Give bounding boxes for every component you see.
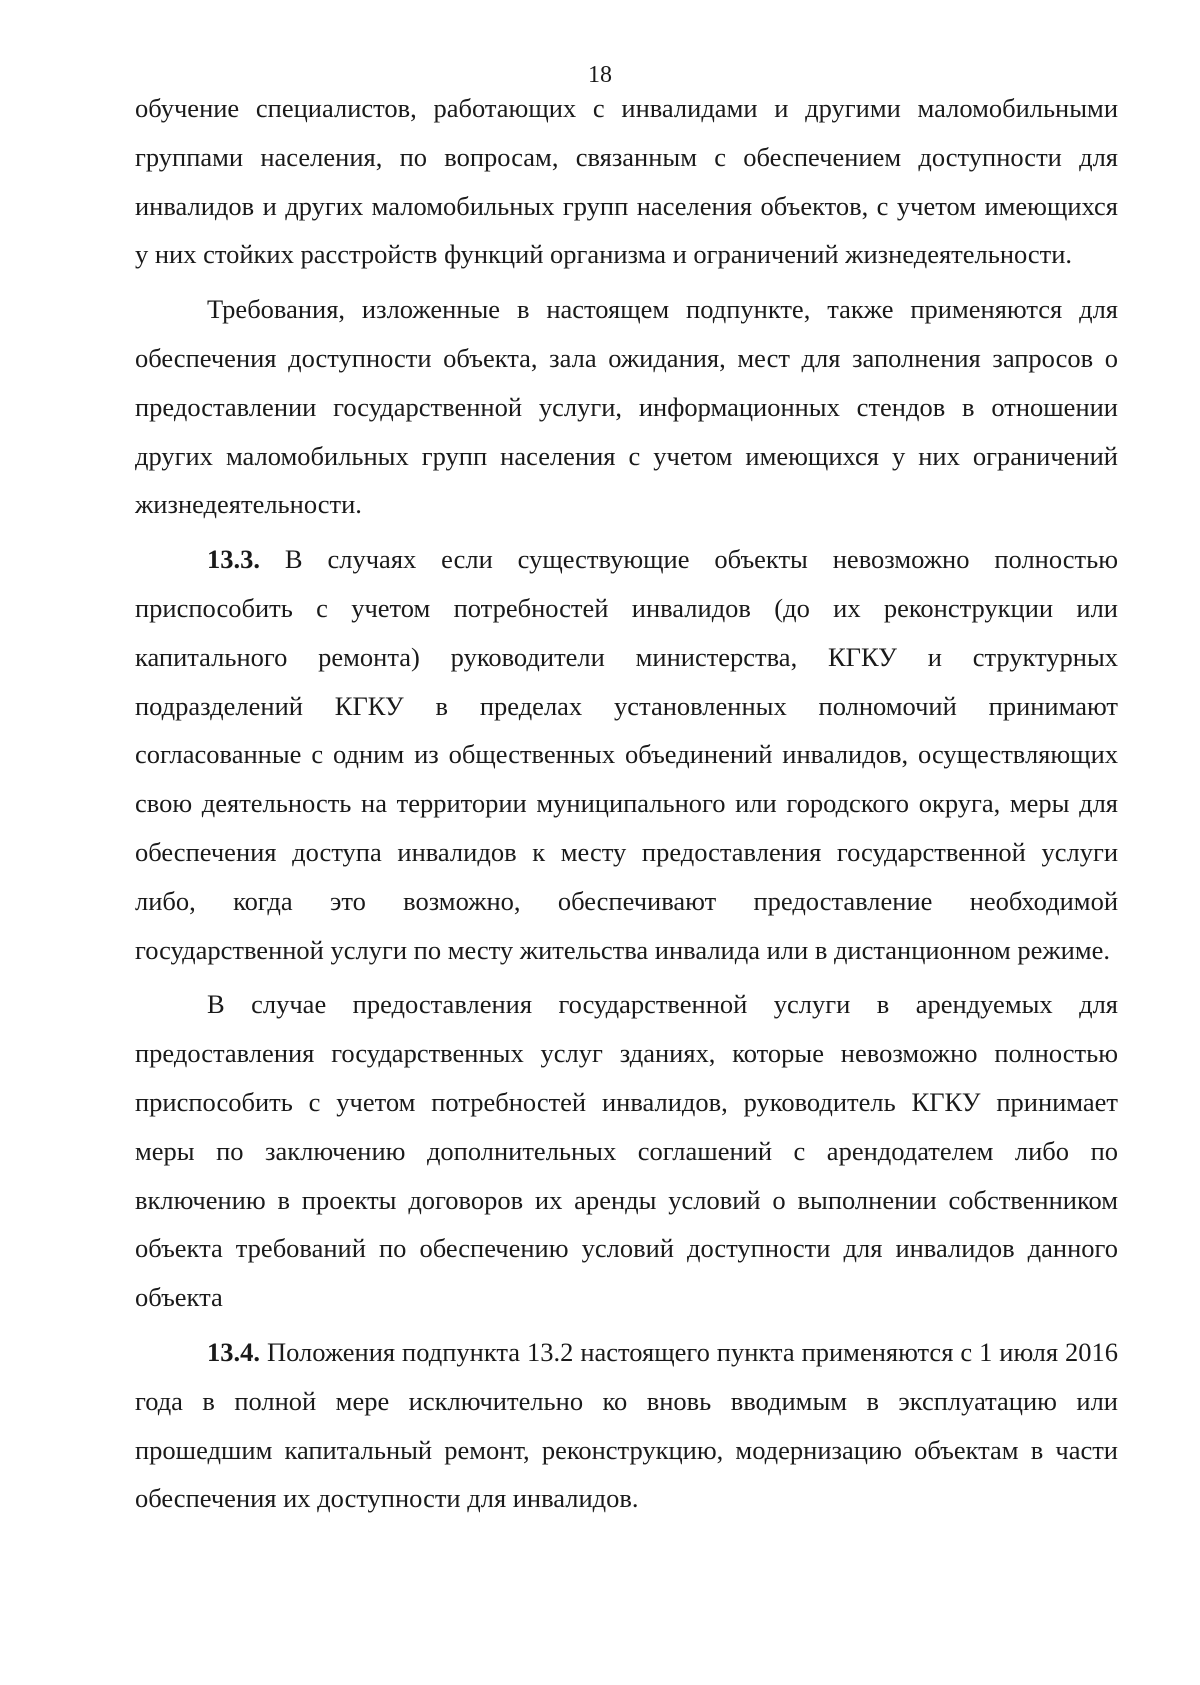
document-body xyxy=(135,84,1118,1523)
clause-text: В случаях если существующие объекты невозможно полностью приспособить с учетом потребностей инвалидов (до их реконструкции или капитального ремонта) руководители министерства, КГКУ и структурных подразделений КГКУ в пределах установленных полномочий принимают согласованные с одним из общественных объединений инвалидов, осуществляющих свою деятельность на территории муниципального или городского округа, меры для обеспечения доступа инвалидов к месту предоставления государственной услуги либо, когда это возможно, обеспечивают предоставление необходимой государственной услуги по месту жительства инвалида или в дистанционном режиме. xyxy=(135,544,1118,965)
clause-number: 13.4. xyxy=(207,1336,260,1367)
paragraph-clause-13-3 xyxy=(135,535,1118,974)
paragraph-rented-buildings: В случае предоставления государственной услуги в арендуемых для предоставления государственных услуг зданиях, которые невозможно полностью приспособить с учетом потребностей инвалидов, руководитель КГКУ принимает меры по заключению дополнительных соглашений с арендодателем либо по включению в проекты договоров их аренды условий о выполнении собственником объекта требований по обеспечению условий доступности для инвалидов данного объекта xyxy=(135,989,1118,1313)
paragraph-requirements: Требования, изложенные в настоящем подпункте, также применяются для обеспечения доступности объекта, зала ожидания, мест для заполнения запросов о предоставлении государственной услуги, информационных стендов в отношении других маломобильных групп населения с учетом имеющихся у них ограничений жизнедеятельности. xyxy=(135,294,1118,520)
clause-text: Положения подпункта 13.2 настоящего пункта применяются с 1 июля 2016 года в полной мере исключительно ко вновь вводимым в эксплуатацию или прошедшим капитальный ремонт, реконструкцию, модернизацию объектам в части обеспечения их доступности для инвалидов. xyxy=(135,1336,1118,1514)
page-number: 18 xyxy=(588,62,612,88)
clause-number: 13.3. xyxy=(207,544,260,575)
paragraph-clause-13-4 xyxy=(135,1328,1118,1523)
paragraph-continuation: обучение специалистов, работающих с инвалидами и другими маломобильными группами населения, по вопросам, связанным с обеспечением доступности для инвалидов и других маломобильных групп населения объектов, с учетом имеющихся у них стойких расстройств функций организма и ограничений жизнедеятельности. xyxy=(135,93,1118,270)
